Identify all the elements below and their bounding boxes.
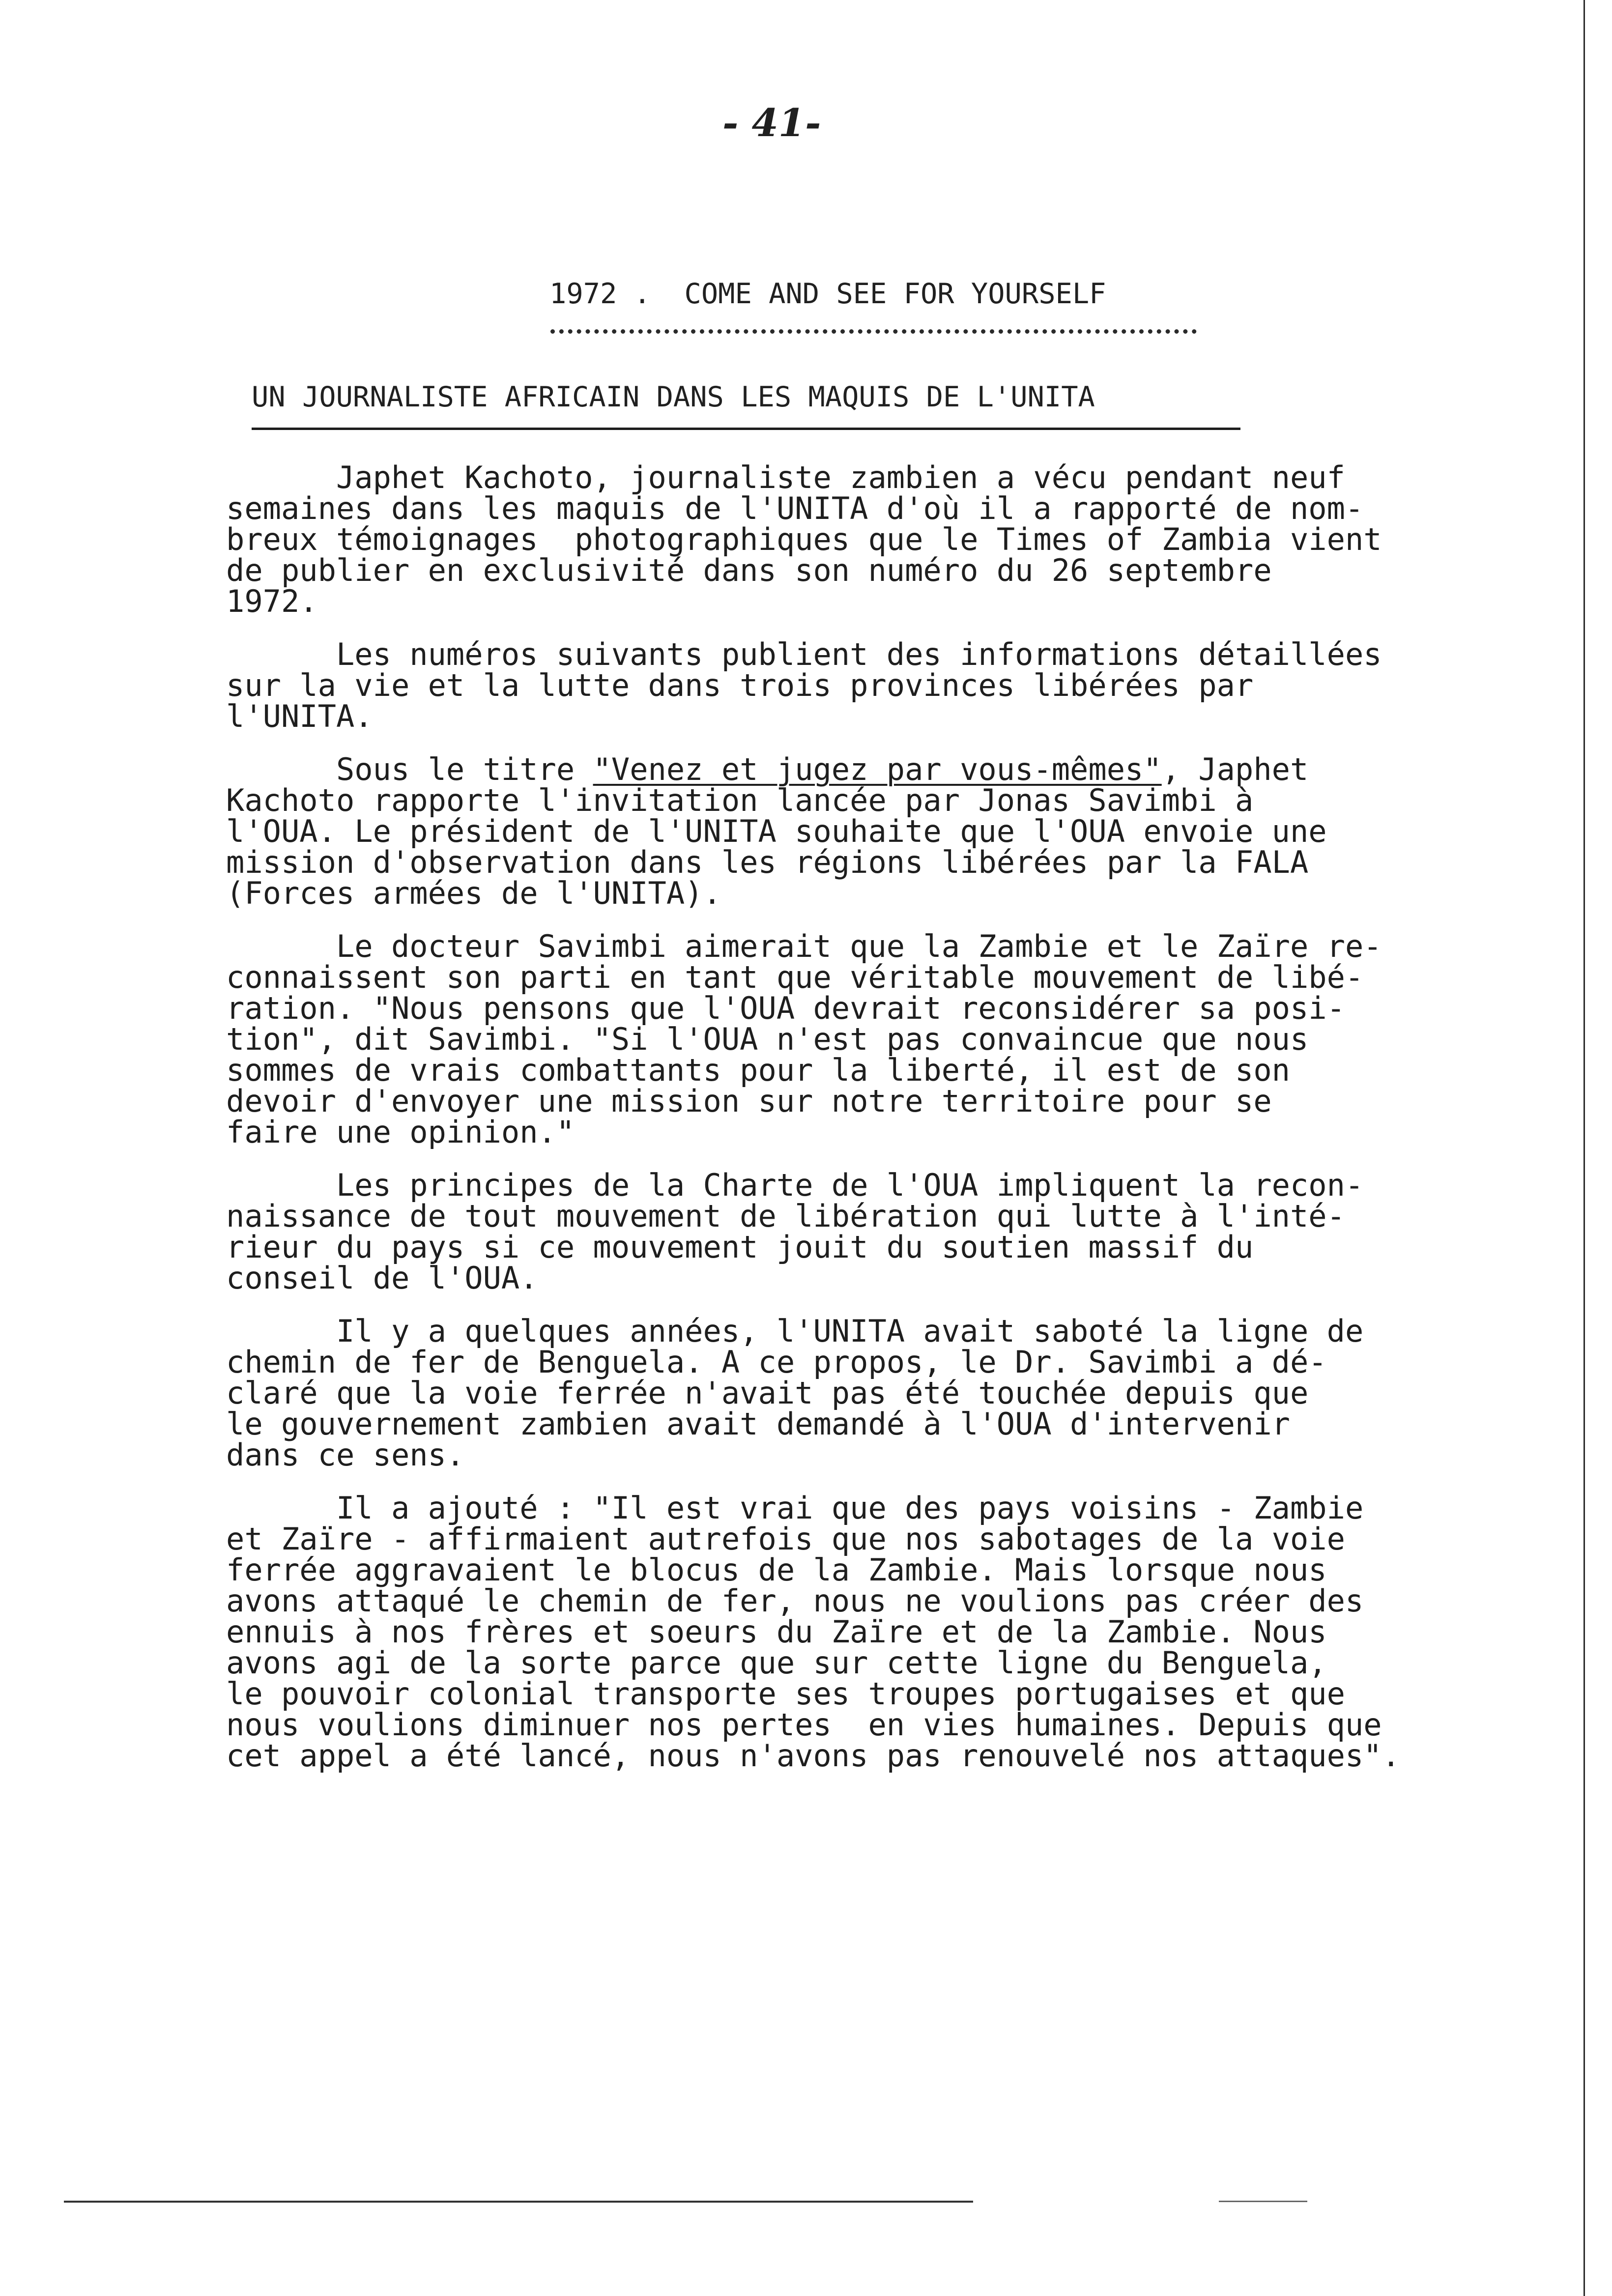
text-line: avons agi de la sorte parce que sur cette ligne du Benguela, [226,1645,1327,1681]
quoted-title: "Venez et jugez par vous-mêmes" [593,751,1162,787]
text-line: avons attaqué le chemin de fer, nous ne voulions pas créer des [226,1583,1364,1619]
text-line: connaissent son parti en tant que véritable mouvement de libé- [226,959,1364,995]
text-line: le pouvoir colonial transporte ses troupes portugaises et que [226,1676,1345,1712]
paragraph-2 [226,636,1514,734]
text-segment: , Japhet [1161,751,1309,787]
text-line: sur la vie et la lutte dans trois provinces libérées par [226,667,1254,703]
text-line: Le docteur Savimbi aimerait que la Zambie et le Zaïre re- [226,928,1382,964]
footer-rule-fragment [1219,2201,1307,2202]
text-line: chemin de fer de Benguela. A ce propos, le Dr. Savimbi a dé- [226,1344,1327,1380]
text-line: sommes de vrais combattants pour la liberté, il est de son [226,1052,1290,1088]
text-line: et Zaïre - affirmaient autrefois que nos sabotages de la voie [226,1521,1345,1557]
paragraph-1 [226,459,1514,619]
text-line: l'OUA. Le président de l'UNITA souhaite que l'OUA envoie une [226,813,1327,849]
footer-rule [64,2201,973,2203]
heading-underline [252,428,1240,430]
text-line: breux témoignages photographiques que le Times of Zambia vient [226,521,1382,557]
paragraph-3 [226,751,1514,911]
text-line: claré que la voie ferrée n'avait pas été touchée depuis que [226,1375,1309,1411]
dotted-underline [550,329,1197,334]
paragraph-5 [226,1167,1514,1296]
text-line: (Forces armées de l'UNITA). [226,875,721,911]
text-line: semaines dans les maquis de l'UNITA d'où il a rapporté de nom- [226,490,1364,526]
text-line: de publier en exclusivité dans son numéro du 26 septembre [226,552,1272,588]
text-line: tion", dit Savimbi. "Si l'OUA n'est pas convaincue que nous [226,1021,1309,1057]
text-line: Les numéros suivants publient des informations détaillées [226,636,1382,672]
text-line [226,751,1514,787]
text-line: l'UNITA. [226,698,373,734]
text-line: Les principes de la Charte de l'OUA impliquent la recon- [226,1167,1364,1203]
text-line: nous voulions diminuer nos pertes en vies humaines. Depuis que [226,1707,1382,1743]
text-line: 1972. [226,583,318,619]
page-number: - 41- [722,101,821,145]
text-line: ennuis à nos frères et soeurs du Zaïre et de la Zambie. Nous [226,1614,1327,1650]
text-line: Japhet Kachoto, journaliste zambien a vécu pendant neuf [226,459,1345,495]
paragraph-7 [226,1490,1514,1774]
paragraph-4 [226,928,1514,1150]
text-line: naissance de tout mouvement de libération qui lutte à l'inté- [226,1198,1345,1234]
text-line: Kachoto rapporte l'invitation lancée par Jonas Savimbi à [226,782,1254,818]
text-line: Il a ajouté : "Il est vrai que des pays voisins - Zambie [226,1490,1364,1526]
article-heading: UN JOURNALISTE AFRICAIN DANS LES MAQUIS DE L'UNITA [252,381,1095,413]
text-line: mission d'observation dans les régions libérées par la FALA [226,844,1309,880]
text-line: faire une opinion." [226,1114,575,1150]
text-line: dans ce sens. [226,1437,465,1473]
text-line: ferrée aggravaient le blocus de la Zambie. Mais lorsque nous [226,1552,1327,1588]
article-body [226,459,1514,1793]
text-line: le gouvernement zambien avait demandé à l'OUA d'intervenir [226,1406,1290,1442]
text-line: ration. "Nous pensons que l'OUA devrait reconsidérer sa posi- [226,990,1345,1026]
text-line: conseil de l'OUA. [226,1260,538,1296]
paragraph-6 [226,1313,1514,1473]
text-segment: Sous le titre [226,751,593,787]
section-title: 1972 . COME AND SEE FOR YOURSELF [549,278,1106,310]
text-line: devoir d'envoyer une mission sur notre territoire pour se [226,1083,1272,1119]
text-line: cet appel a été lancé, nous n'avons pas renouvelé nos attaques". [226,1738,1400,1774]
page-edge-line [1583,0,1585,2296]
text-line: Il y a quelques années, l'UNITA avait saboté la ligne de [226,1313,1364,1349]
text-line: rieur du pays si ce mouvement jouit du soutien massif du [226,1229,1254,1265]
